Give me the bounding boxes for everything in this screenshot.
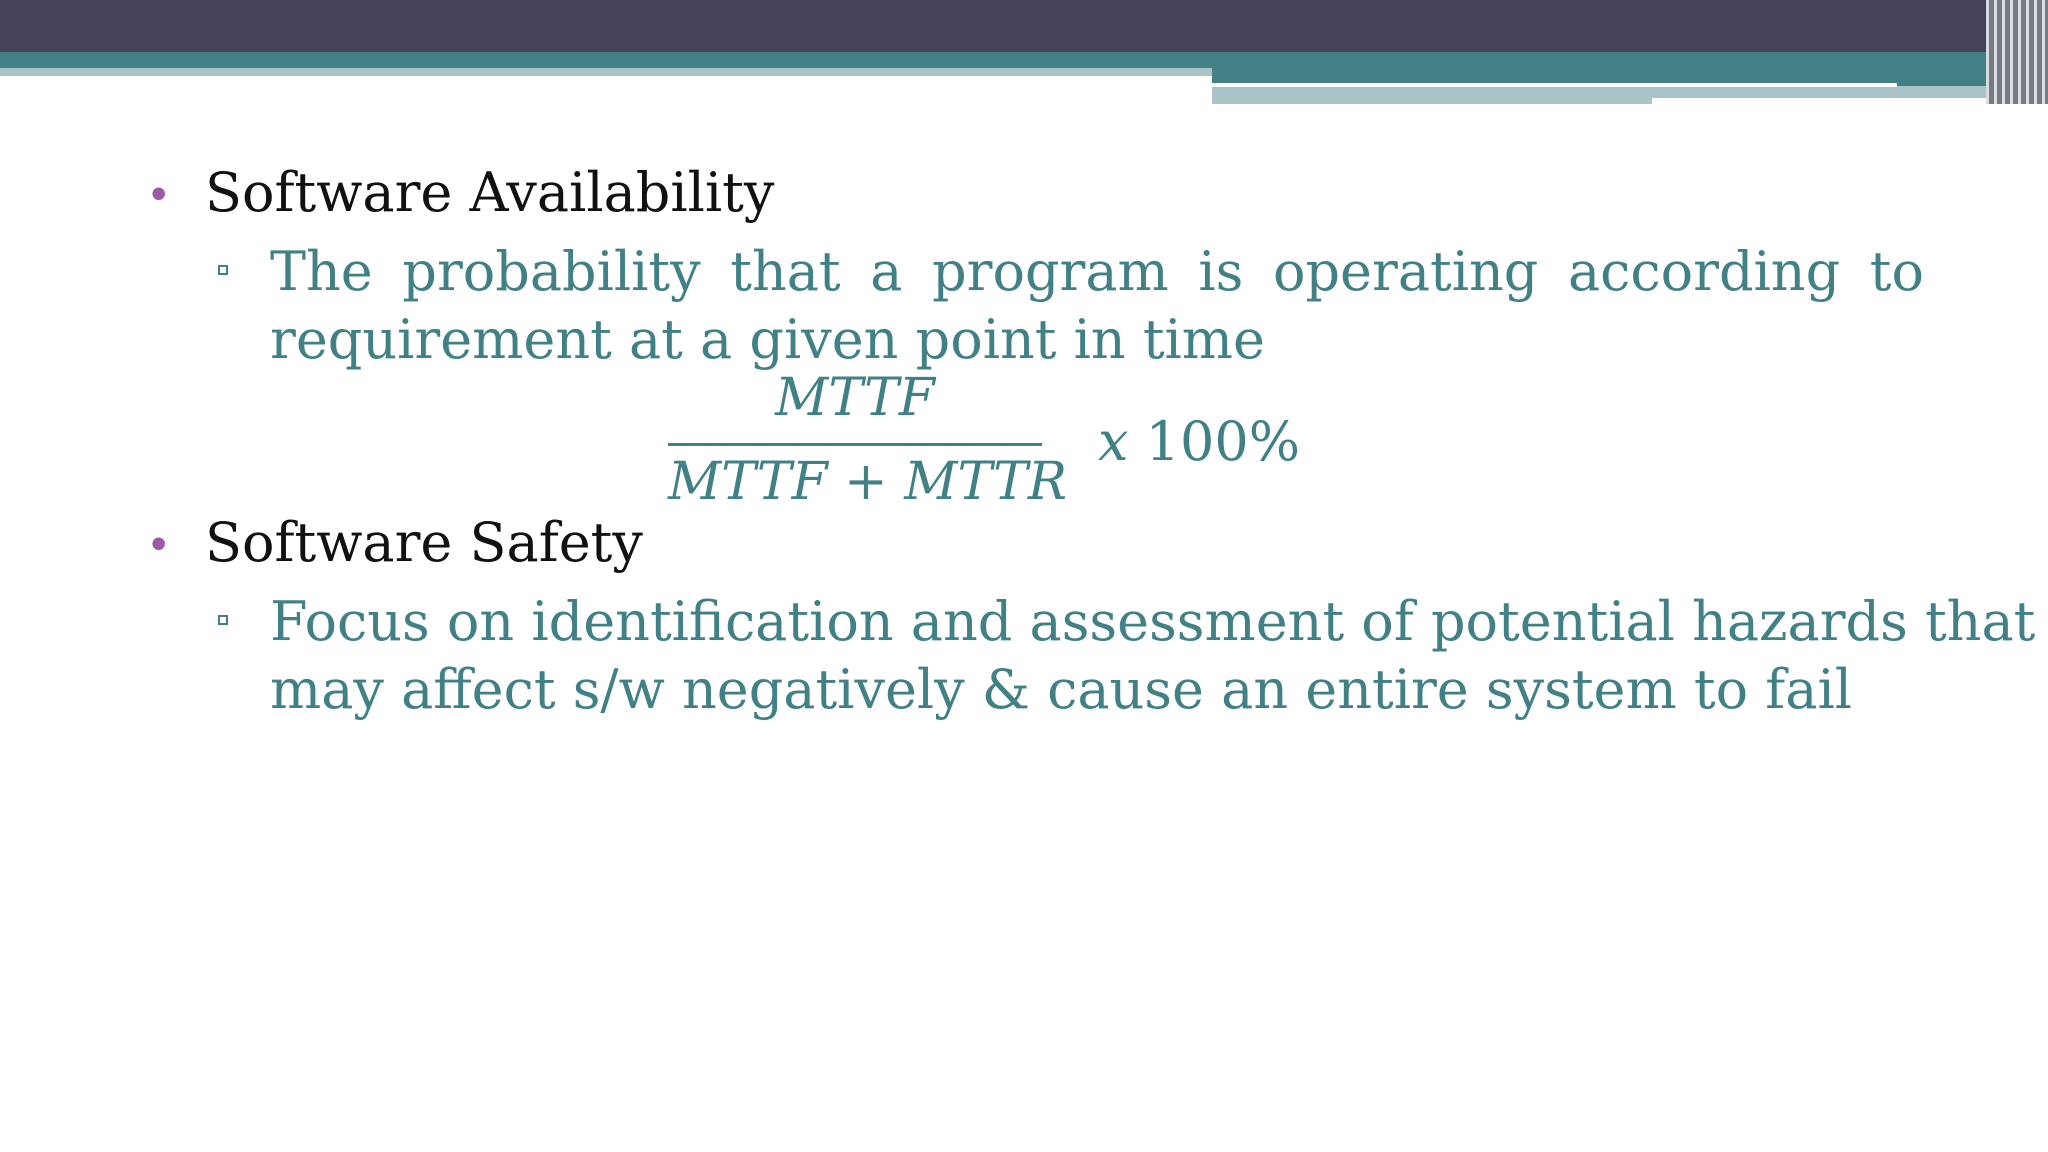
hollow-square-bullet-icon: [218, 615, 228, 625]
safety-description-line2: may affect s/w negatively & cause an entire system to fail: [270, 658, 1852, 721]
formula-multiplier: [1098, 410, 1300, 473]
header-white-line: [1212, 83, 1897, 87]
bullet-dot-icon: •: [146, 171, 172, 221]
bullet-dot-icon: •: [146, 521, 172, 571]
availability-description-line1: The probability that a program is operating according to: [270, 240, 1924, 303]
header-dark-band: [0, 0, 2048, 52]
safety-description: [270, 588, 2036, 724]
availability-description: [270, 238, 1924, 374]
formula-numerator: MTTF: [775, 368, 935, 428]
formula-denominator: MTTF + MTTR: [668, 452, 1068, 512]
header-stripes-decoration: [1986, 0, 2048, 104]
availability-description-line2: requirement at a given point in time: [270, 308, 1265, 371]
formula-multiplier-value: 100%: [1145, 410, 1301, 473]
bullet-title-availability: Software Availability: [205, 161, 775, 224]
header-light-band-left: [0, 68, 1212, 76]
hollow-square-bullet-icon: [218, 265, 228, 275]
formula-fraction-bar: [668, 443, 1042, 446]
formula-multiply-symbol: x: [1098, 410, 1129, 473]
header-teal-band: [0, 52, 2048, 68]
safety-description-line1: Focus on identification and assessment of potential hazards that: [270, 590, 2036, 653]
bullet-title-safety: Software Safety: [205, 511, 643, 574]
